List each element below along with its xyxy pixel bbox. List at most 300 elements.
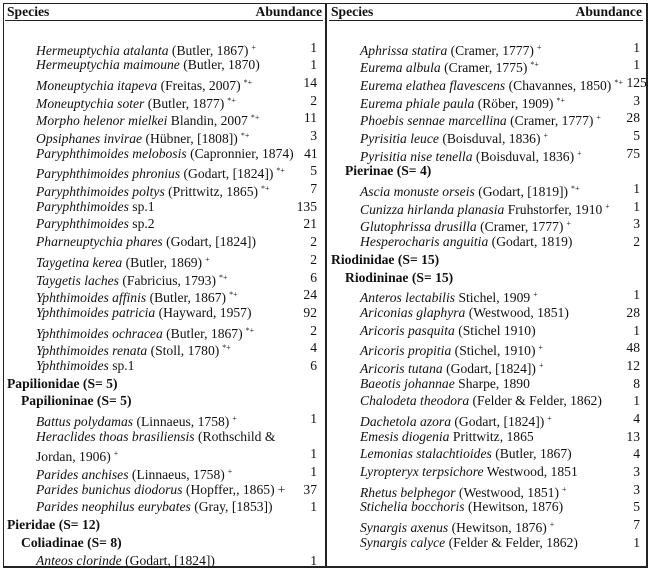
table-row — [329, 498, 643, 516]
subfamily-row — [329, 269, 643, 287]
species-name: Parides bunichus diodorus — [36, 481, 183, 497]
species-author: Fruhstorfer, 1910 — [507, 201, 603, 217]
abundance-value: 1 — [310, 57, 317, 73]
species-cell — [5, 92, 236, 110]
status-mark: + — [251, 42, 256, 52]
table-column-left — [5, 3, 323, 569]
family-row — [5, 516, 323, 534]
abundance-value — [293, 392, 323, 410]
abundance-value: 11 — [303, 110, 317, 126]
species-author: (Godart, [1824]) — [454, 414, 545, 430]
status-mark: + — [205, 254, 210, 264]
species-name: Synargis calyce — [360, 534, 446, 550]
header-species: Species — [331, 4, 374, 19]
species-author: (Hewitson, 1876) — [451, 520, 547, 536]
table-row — [329, 286, 643, 304]
species-cell — [329, 534, 578, 552]
species-author: (Fabricius, 1793) — [122, 272, 216, 288]
species-cell — [329, 375, 530, 393]
abundance-value: 1 — [633, 322, 640, 338]
taxon-cell — [329, 251, 439, 269]
table-header — [5, 3, 323, 21]
species-cell — [329, 180, 580, 198]
status-mark: + — [277, 481, 286, 497]
abundance-value: 1 — [310, 39, 317, 55]
column-divider — [325, 3, 327, 567]
table-row — [5, 74, 323, 92]
species-cell — [5, 269, 228, 287]
species-author: (Linnaeus, 1758) — [131, 467, 225, 483]
species-name: Cunizza hirlanda planasia — [360, 201, 505, 217]
species-name: Eurema phiale paula — [360, 95, 475, 111]
table-row — [329, 233, 643, 251]
abundance-value — [293, 428, 323, 446]
species-cell — [329, 145, 582, 163]
species-cell — [329, 410, 552, 428]
blank-row — [5, 21, 323, 39]
species-author: (Westwood, 1851) — [458, 484, 560, 500]
table-row — [5, 162, 323, 180]
species-name: Anteros lectabilis — [360, 290, 456, 306]
abundance-value: 21 — [303, 216, 317, 232]
species-author: Blandin, 2007 — [170, 113, 248, 129]
table-row — [329, 339, 643, 357]
species-author: (Cramer, 1777) — [480, 219, 564, 235]
species-name: Ascia monuste orseis — [360, 184, 475, 200]
abundance-value: 5 — [310, 163, 317, 179]
status-mark: *+ — [243, 77, 253, 87]
table-row — [5, 339, 323, 357]
species-name: Dachetola azora — [360, 414, 451, 430]
status-mark: *+ — [227, 95, 236, 105]
table-row — [329, 56, 643, 74]
subfamily-label: Coliadinae (S= 8) — [21, 534, 122, 550]
species-name: Stichelia bocchoris — [360, 499, 465, 515]
status-mark: *+ — [614, 77, 623, 87]
species-cell — [5, 74, 252, 92]
species-name: Hermeuptychia maimoune — [36, 57, 180, 73]
family-label: Riodinidae (S= 15) — [331, 251, 440, 267]
table-row — [329, 357, 643, 375]
status-mark: *+ — [245, 325, 255, 335]
table-row — [329, 481, 643, 499]
species-author: (Godart, [1824]) — [446, 360, 536, 376]
status-mark: *+ — [530, 60, 539, 70]
abundance-value — [616, 251, 643, 269]
species-cell — [329, 92, 565, 110]
status-mark: *+ — [276, 166, 285, 176]
table-row — [329, 445, 643, 463]
abundance-value: 2 — [310, 234, 317, 250]
species-author: (Butler, 1867) — [166, 325, 243, 341]
species-cell — [329, 498, 563, 516]
status-mark: + — [113, 449, 119, 459]
abundance-value: 2 — [310, 322, 317, 338]
abundance-value: 2 — [310, 251, 317, 267]
species-author: (Hopffer,, 1865) — [185, 481, 275, 497]
species-author: (Godart, 1819) — [491, 234, 573, 250]
table-row — [329, 428, 643, 446]
species-cell — [5, 233, 256, 251]
abundance-value — [616, 269, 643, 287]
species-author: (Hayward, 1957) — [158, 304, 252, 320]
table-row — [5, 215, 323, 233]
species-name: Chalodeta theodora — [360, 393, 470, 409]
header-abundance: Abundance — [255, 4, 322, 19]
species-cell — [5, 322, 254, 340]
table-row — [5, 463, 323, 481]
abundance-value: 6 — [310, 269, 317, 285]
species-name: Anteos clorinde — [36, 552, 122, 568]
abundance-value — [293, 375, 323, 393]
species-name: Pyrisitia leuce — [360, 131, 439, 147]
taxon-cell — [5, 445, 118, 463]
species-cell — [329, 215, 571, 233]
abundance-value: 135 — [296, 198, 317, 214]
species-cell — [329, 74, 623, 92]
table-row — [5, 304, 323, 322]
species-cell — [329, 339, 543, 357]
table-row — [5, 286, 323, 304]
species-name: Taygetis laches — [36, 272, 119, 288]
status-mark: + — [566, 219, 571, 229]
status-mark: *+ — [250, 113, 260, 123]
species-cell — [329, 39, 541, 57]
table-row — [329, 92, 643, 110]
species-author: (Gray, [1853]) — [194, 499, 273, 515]
abundance-value: 3 — [633, 464, 640, 480]
species-author: Sharpe, 1890 — [458, 375, 530, 391]
status-mark: + — [596, 113, 601, 123]
abundance-value: 4 — [310, 340, 317, 356]
species-author: (Boisduval, 1836) — [442, 131, 541, 147]
table-row — [329, 463, 643, 481]
species-author: (Stoll, 1780) — [150, 343, 220, 359]
species-cell — [5, 286, 238, 304]
species-name: Battus polydamas — [36, 414, 134, 430]
species-cell — [5, 410, 237, 428]
species-cell — [329, 286, 538, 304]
species-name: Hermeuptychia atalanta — [36, 42, 169, 58]
species-name: Eurema albula — [360, 60, 441, 76]
table-column-right — [329, 3, 647, 552]
species-name: Lemonias stalachtioides — [360, 446, 492, 462]
species-cell — [5, 162, 285, 180]
status-mark: + — [577, 148, 582, 158]
species-cell — [5, 463, 232, 481]
species-cell — [329, 392, 602, 410]
species-cell — [5, 39, 256, 57]
species-author: Prittwitz, 1865 — [452, 428, 534, 444]
species-name: Yphthimoides renata — [36, 343, 148, 359]
status-mark: *+ — [571, 184, 580, 194]
table-row — [5, 127, 323, 145]
species-author: (Cramer, 1777) — [450, 42, 534, 58]
family-label: Papilionidae (S= 5) — [7, 375, 118, 391]
species-name: Paryphthimoides — [36, 198, 129, 214]
species-cell — [5, 198, 155, 216]
abundance-value: 1 — [310, 464, 317, 480]
family-row — [329, 251, 643, 269]
table-row — [329, 534, 643, 552]
table-row — [329, 198, 643, 216]
species-name: Baeotis johannae — [360, 375, 455, 391]
abundance-value: 1 — [310, 499, 317, 515]
species-cell — [329, 445, 572, 463]
species-cell — [5, 339, 231, 357]
species-name: Glutophrissa drusilla — [360, 219, 477, 235]
species-author: (Freitas, 2007) — [160, 77, 241, 93]
species-cell — [329, 233, 572, 251]
species-author: Jordan, 1906) — [36, 449, 111, 465]
species-name: Lyropteryx terpsichore — [360, 464, 484, 480]
abundance-value: 28 — [626, 304, 640, 320]
species-cell — [329, 56, 539, 74]
table-row — [5, 552, 323, 570]
abundance-value: 1 — [633, 534, 640, 550]
abundance-value: 37 — [303, 481, 317, 497]
status-mark: *+ — [261, 184, 270, 194]
species-author: (Cramer, 1777) — [510, 113, 594, 129]
species-cell — [5, 180, 270, 198]
abundance-value — [293, 534, 323, 552]
taxon-cell — [329, 269, 453, 287]
species-cell — [5, 56, 260, 74]
taxon-cell — [329, 162, 431, 180]
abundance-value: 1 — [310, 446, 317, 462]
species-author: (Hewitson, 1876) — [467, 499, 564, 515]
species-cell — [5, 127, 249, 145]
status-mark: + — [605, 201, 610, 211]
family-label: Pieridae (S= 12) — [7, 517, 101, 533]
table-row — [5, 233, 323, 251]
taxon-cell — [5, 534, 122, 552]
table-row — [5, 180, 323, 198]
subfamily-label: Papilioninae (S= 5) — [21, 393, 132, 409]
abundance-value: 4 — [633, 446, 640, 462]
abundance-value: 48 — [626, 340, 640, 356]
species-name: Aricoris propitia — [360, 343, 452, 359]
species-author: (Felder & Felder, 1862) — [448, 534, 578, 550]
table-row — [329, 74, 647, 93]
species-name: Opsiphanes invirae — [36, 131, 143, 147]
species-name: Synargis axenus — [360, 520, 449, 536]
table-row — [329, 215, 643, 233]
species-name: Paryphthimoides melobosis — [36, 145, 187, 161]
table-row — [329, 180, 643, 198]
species-cell — [329, 357, 543, 375]
species-author: (Cramer, 1775) — [444, 60, 528, 76]
table-row — [5, 481, 323, 499]
table-row — [329, 375, 643, 393]
species-author: Westwood, 1851 — [486, 464, 578, 480]
species-name: Moneuptychia soter — [36, 95, 145, 111]
status-mark: + — [538, 343, 543, 353]
abundance-value: 1 — [310, 552, 317, 568]
species-name: Moneuptychia itapeva — [36, 77, 158, 93]
table-row — [329, 392, 643, 410]
abundance-value: 12 — [626, 357, 640, 373]
species-cell — [5, 357, 134, 375]
table-row — [5, 498, 323, 516]
table-row — [329, 322, 643, 340]
species-author: (Godart, [1824]) — [183, 166, 274, 182]
table-row — [5, 92, 323, 110]
abundance-value: 5 — [633, 499, 640, 515]
status-mark: + — [536, 42, 542, 52]
taxon-cell — [5, 392, 131, 410]
status-mark: + — [232, 414, 237, 424]
status-mark: + — [227, 467, 233, 477]
abundance-value: 2 — [310, 92, 317, 108]
abundance-value — [293, 516, 323, 534]
species-cell — [329, 516, 554, 534]
status-mark: *+ — [556, 95, 565, 105]
table-row — [5, 322, 323, 340]
species-cell — [5, 498, 273, 516]
table-row — [5, 357, 323, 375]
table-row — [329, 410, 643, 428]
species-author: (Röber, 1909) — [477, 95, 554, 111]
abundance-value: 3 — [310, 128, 317, 144]
species-cell — [5, 109, 259, 127]
species-name: Aricoris tutana — [360, 360, 443, 376]
species-name: Eurema elathea flavescens — [360, 77, 506, 93]
abundance-value: 24 — [303, 287, 317, 303]
species-cell — [5, 428, 275, 446]
table-row — [5, 445, 323, 463]
species-name: Heraclides thoas brasiliensis — [36, 428, 195, 444]
subfamily-label: Pierinae (S= 4) — [345, 163, 432, 179]
species-cell — [5, 145, 294, 163]
species-author: (Butler, 1867) — [495, 446, 572, 462]
subfamily-row — [329, 162, 643, 180]
species-cell — [329, 304, 569, 322]
status-mark: *+ — [219, 272, 228, 282]
species-author: sp.2 — [132, 216, 155, 232]
abundance-value: 28 — [626, 110, 640, 126]
table-row — [5, 251, 323, 269]
table-row — [5, 198, 323, 216]
table-row — [5, 145, 323, 163]
table-header — [329, 3, 643, 21]
status-mark: + — [547, 414, 552, 424]
species-author: (Prittwitz, 1865) — [168, 184, 259, 200]
abundance-value: 7 — [633, 517, 640, 533]
abundance-value: 8 — [633, 375, 640, 391]
species-author: (Godart, [1824]) — [125, 552, 215, 568]
species-author: (Chavannes, 1850) — [508, 77, 612, 93]
species-cell — [329, 109, 601, 127]
species-cell — [329, 481, 567, 499]
abundance-value: 6 — [310, 357, 317, 373]
header-species: Species — [7, 4, 50, 19]
abundance-value: 125 — [626, 74, 647, 90]
status-mark: + — [562, 484, 567, 494]
status-mark: + — [543, 131, 548, 141]
species-name: Taygetina kerea — [36, 254, 123, 270]
species-cell — [329, 198, 610, 216]
subfamily-row — [5, 534, 323, 552]
abundance-value — [616, 162, 643, 180]
species-author: (Butler, 1867) — [171, 42, 249, 58]
species-author: (Felder & Felder, 1862) — [472, 393, 602, 409]
subfamily-label: Riodininae (S= 15) — [345, 269, 454, 285]
family-row — [5, 375, 323, 393]
species-author: (Butler, 1867) — [149, 290, 227, 306]
abundance-value: 1 — [310, 411, 317, 427]
species-author: (Westwood, 1851) — [468, 304, 569, 320]
table-row — [5, 56, 323, 74]
abundance-value: 5 — [633, 128, 640, 144]
species-name: Rhetus belphegor — [360, 484, 456, 500]
table-row — [5, 410, 323, 428]
species-author: (Stichel, 1910) — [454, 343, 536, 359]
abundance-value: 1 — [633, 181, 640, 197]
abundance-value: 75 — [626, 145, 640, 161]
species-author: (Hübner, [1808]) — [145, 131, 238, 147]
table-row — [5, 269, 323, 287]
species-author: (Butler, 1869) — [125, 254, 203, 270]
species-author: (Godart, [1824]) — [166, 234, 256, 250]
blank-row — [329, 21, 643, 39]
species-name: Pyrisitia nise tenella — [360, 148, 473, 164]
table-row — [329, 127, 643, 145]
abundance-value: 3 — [633, 92, 640, 108]
species-cell — [5, 304, 252, 322]
table-row — [329, 516, 643, 534]
abundance-value: 1 — [633, 393, 640, 409]
species-author: sp.1 — [112, 357, 135, 373]
table-row — [5, 428, 323, 446]
species-author: (Godart, [1819]) — [478, 184, 569, 200]
status-mark: *+ — [240, 131, 250, 141]
species-author: sp.1 — [132, 198, 155, 214]
species-cell — [5, 552, 215, 570]
taxon-cell — [5, 375, 117, 393]
species-author: (Linnaeus, 1758) — [136, 414, 230, 430]
table-row — [329, 304, 643, 322]
species-author: (Boisduval, 1836) — [475, 148, 575, 164]
species-cell — [329, 463, 578, 481]
species-name: Paryphthimoides poltys — [36, 184, 165, 200]
species-name: Aphrissa statira — [360, 42, 448, 58]
abundance-value: 1 — [633, 57, 640, 73]
species-cell — [329, 127, 548, 145]
species-cell — [329, 322, 536, 340]
table-row — [329, 39, 643, 57]
abundance-value: 3 — [633, 216, 640, 232]
species-name: Yphthimoides affinis — [36, 290, 147, 306]
abundance-value: 41 — [304, 145, 318, 161]
species-author: (Rothschild & — [198, 428, 276, 444]
table-row — [329, 109, 643, 127]
species-author: Stichel, 1909 — [458, 290, 531, 306]
species-name: Aricoris pasquita — [360, 322, 455, 338]
taxon-cell — [5, 516, 100, 534]
abundance-value: 1 — [633, 39, 640, 55]
status-mark: + — [538, 360, 544, 370]
abundance-value: 1 — [633, 287, 640, 303]
species-author: (Butler, 1870) — [183, 57, 260, 73]
species-name: Emesis diogenia — [360, 428, 450, 444]
species-name: Yphthimoides patricia — [36, 304, 156, 320]
species-name: Paryphthimoides — [36, 216, 129, 232]
status-mark: + — [549, 520, 555, 530]
header-abundance: Abundance — [575, 4, 642, 19]
abundance-value: 3 — [633, 481, 640, 497]
species-cell — [329, 428, 534, 446]
